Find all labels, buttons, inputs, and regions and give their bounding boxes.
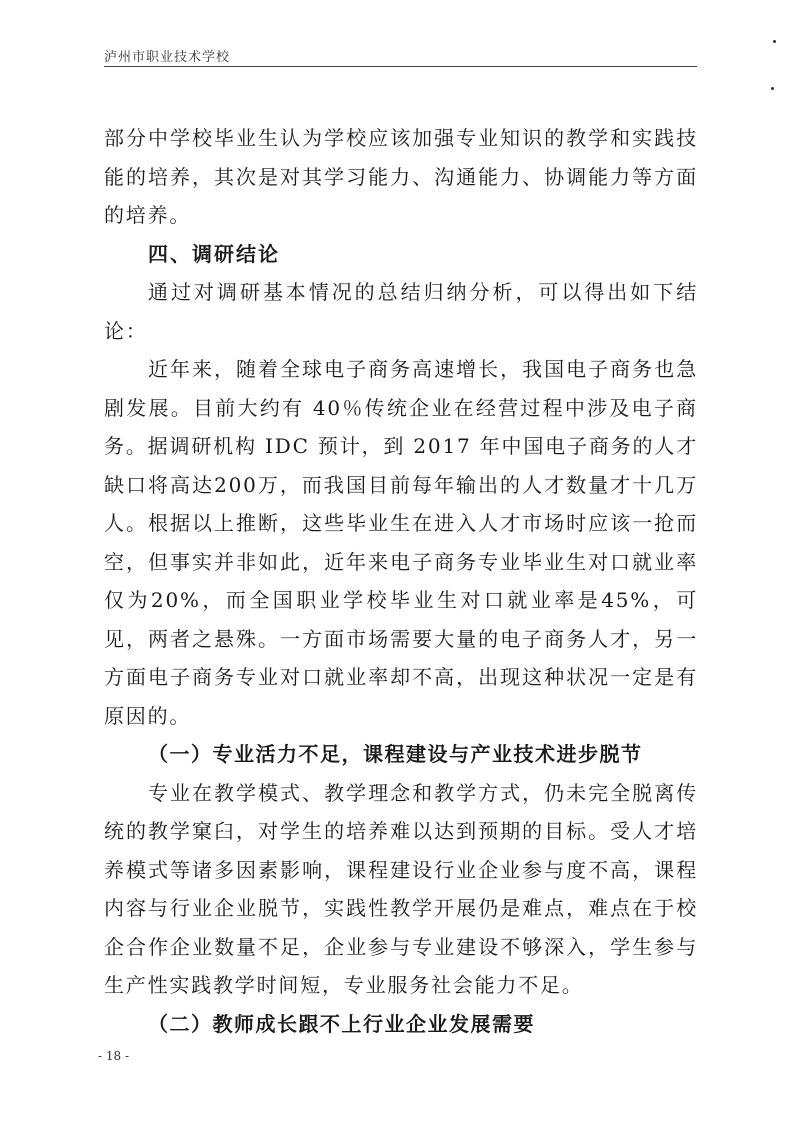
paragraph-conclusion-intro: 通过对调研基本情况的总结归纳分析，可以得出如下结论： bbox=[104, 280, 698, 343]
document-body bbox=[104, 119, 698, 1043]
scan-mark bbox=[771, 87, 774, 90]
header-divider bbox=[104, 66, 697, 67]
subsection-2-heading: （二）教师成长跟不上行业企业发展需要 bbox=[148, 1011, 535, 1036]
section-4-heading: 四、调研结论 bbox=[148, 241, 280, 266]
scan-mark bbox=[773, 40, 776, 43]
page-number: - 18 - bbox=[98, 1049, 130, 1063]
paragraph-training-needs: 部分中学校毕业生认为学校应该加强专业知识的教学和实践技能的培养，其次是对其学习能力、沟通能力、协调能力等方面的培养。 bbox=[104, 126, 698, 227]
paragraph-ecommerce-growth: 近年来，随着全球电子商务高速增长，我国电子商务也急剧发展。目前大约有 40％传统企业在经营过程中涉及电子商务。据调研机构 IDC 预计，到 2017 年中国电子商务的人才缺口将高达200万，而我国目前每年输出的人才数量才十几万人。根据以上推断，这些毕业生在进入人才市场时应该一抢而空，但事实并非如此，近年来电子商务专业毕业生对口就业率仅为20%，而全国职业学校毕业生对口就业率是45%，可见，两者之悬殊。一方面市场需要大量的电子商务人才，另一方面电子商务专业对口就业率却不高，出现这种状况一定是有原因的。 bbox=[104, 357, 698, 728]
paragraph-curriculum: 专业在教学模式、教学理念和教学方式，仍未完全脱离传统的教学窠臼，对学生的培养难以达到预期的目标。受人才培养模式等诸多因素影响，课程建设行业企业参与度不高，课程内容与行业企业脱节，实践性教学开展仍是难点，难点在于校企合作企业数量不足，企业参与专业建设不够深入，学生参与生产性实践教学时间短，专业服务社会能力不足。 bbox=[104, 780, 698, 997]
header-institution: 泸州市职业技术学校 bbox=[104, 50, 231, 65]
subsection-1-heading: （一）专业活力不足，课程建设与产业技术进步脱节 bbox=[148, 742, 643, 766]
